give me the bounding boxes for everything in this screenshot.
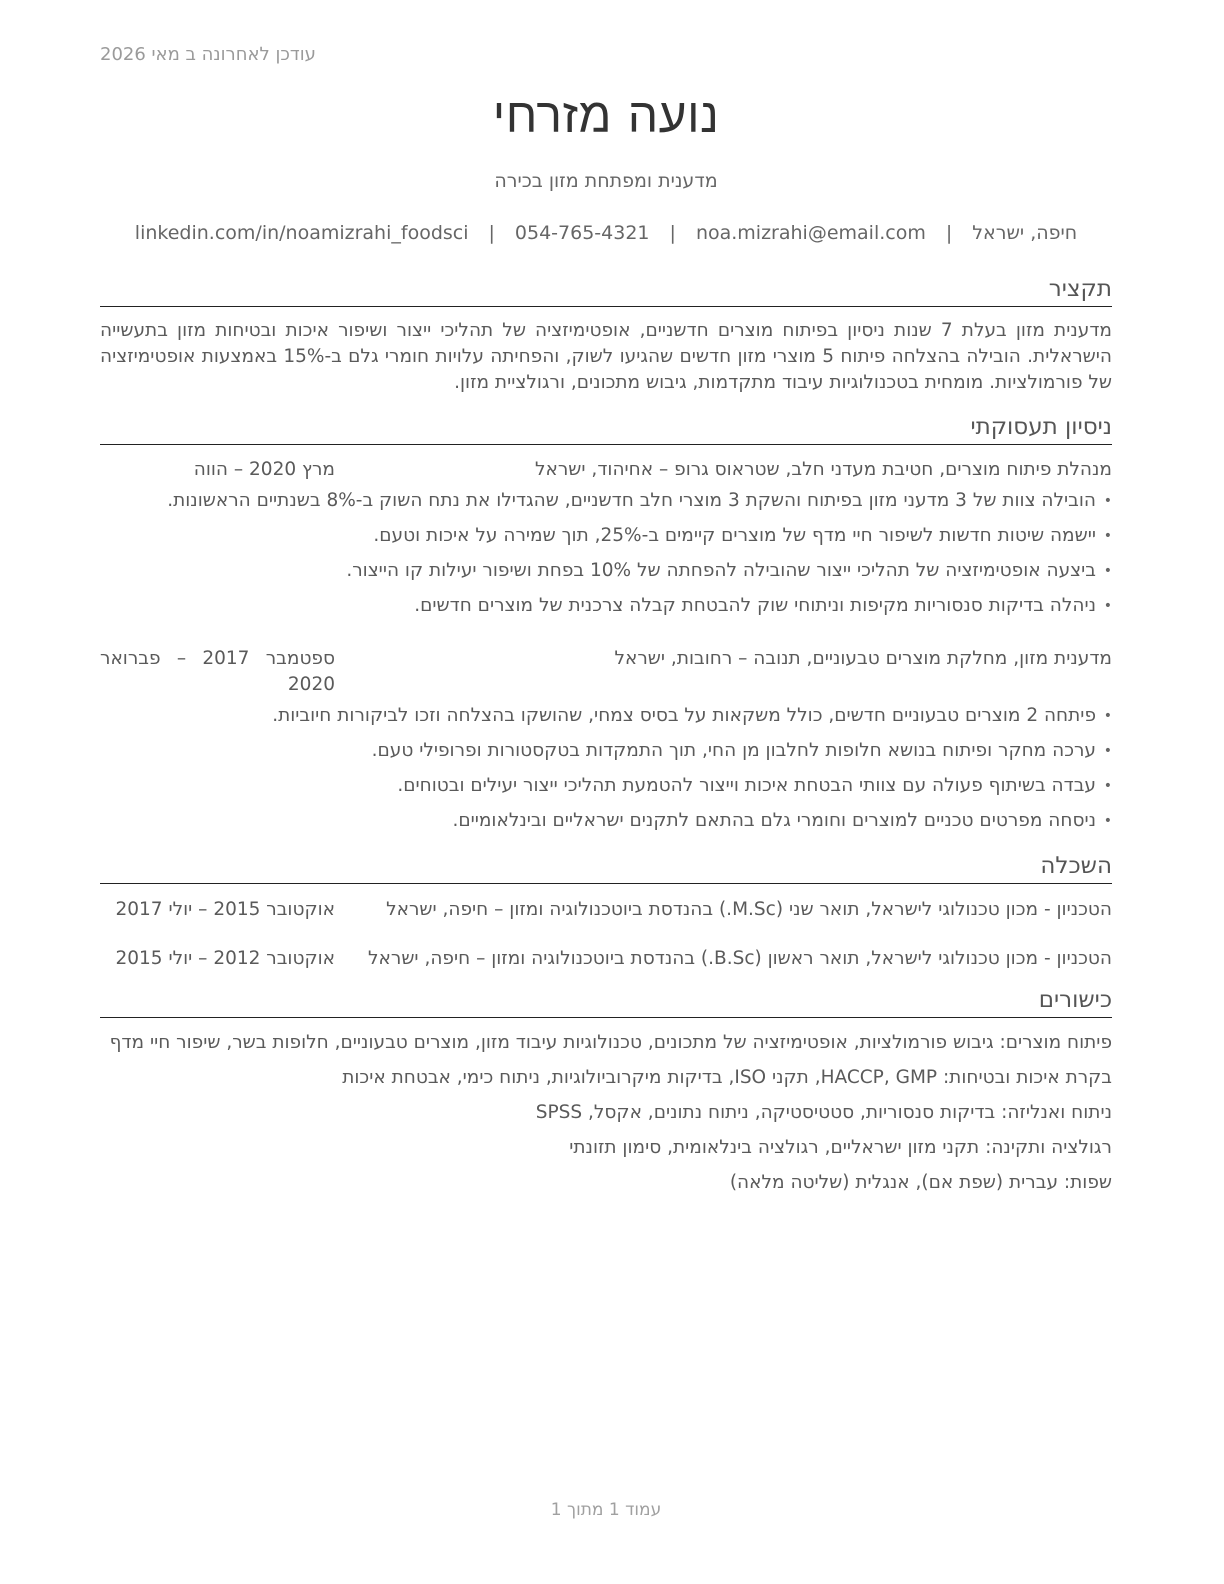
education-heading: השכלה [100, 852, 1112, 884]
contact-email[interactable]: noa.mizrahi@email.com [695, 222, 926, 244]
summary-heading: תקציר [100, 275, 1112, 307]
skills-heading: כישורים [100, 986, 1112, 1018]
skill-row: רגולציה ותקינה: תקני מזון ישראליים, רגולציה בינלאומית, סימון תזונתי [569, 1137, 1112, 1158]
list-item: • ניהלה בדיקות סנסוריות מקיפות וניתוחי שוק להבטחת קבלה צרכנית של מוצרים חדשים. [100, 593, 1112, 628]
education-title: הטכניון - מכון טכנולוגי לישראל, תואר שני (M.Sc.) בהנדסת ביוטכנולוגיה ומזון – חיפה, ישראל [386, 899, 1112, 920]
contact-location: חיפה, ישראל [972, 222, 1078, 244]
list-item: • פיתחה 2 מוצרים טבעוניים חדשים, כולל משקאות על בסיס צמחי, שהושקו בהצלחה וזכו לביקורות חיוביות. [100, 703, 1112, 738]
contact-separator: | [488, 222, 495, 244]
page-footer: עמוד 1 מתוך 1 [550, 1500, 662, 1520]
job-dates: ספטמבר 2017 – פברואר 2020 [100, 648, 335, 695]
job-bullets [100, 703, 1112, 843]
experience-heading: ניסיון תעסוקתי [100, 413, 1112, 445]
summary-text: מדענית מזון בעלת 7 שנות ניסיון בפיתוח מוצרים חדשניים, אופטימיזציה של תהליכי ייצור ושיפור איכות ובטיחות מזון בתעשייה הישראלית. הובילה בהצלחה פיתוח 5 מוצרי מזון חדשים שהגיעו לשוק, והפחיתה עלויות חומרי גלם ב-15% באמצעות אופטימיזציה של פורמולציות. מומחית בטכנולוגיות עיבוד מתקדמות, גיבוש מתכונים, ורגולציית מזון. [100, 320, 1113, 393]
last-updated: עודכן לאחרונה ב מאי 2026 [100, 44, 316, 65]
job-subtitle: מדענית ומפתחת מזון בכירה [494, 170, 718, 192]
list-item: • ערכה מחקר ופיתוח בנושא חלופות לחלבון מן החי, תוך התמקדות בטקסטורות ופרופילי טעם. [100, 738, 1112, 773]
contact-separator: | [945, 222, 953, 244]
list-item: • ביצעה אופטימיזציה של תהליכי ייצור שהובילה להפחתה של 10% בפחת ושיפור יעילות קו הייצור. [100, 558, 1112, 593]
education-dates: אוקטובר 2012 – יולי 2015 [115, 948, 335, 969]
skill-row: שפות: עברית (שפת אם), אנגלית (שליטה מלאה) [729, 1172, 1112, 1193]
job-title: מנהלת פיתוח מוצרים, חטיבת מעדני חלב, שטראוס גרופ – אחיהוד, ישראל [534, 459, 1112, 480]
list-item: • יישמה שיטות חדשות לשיפור חיי מדף של מוצרים קיימים ב-25%, תוך שמירה על איכות וטעם. [100, 523, 1112, 558]
job-title: מדענית מזון, מחלקת מוצרים טבעוניים, תנובה – רחובות, ישראל [614, 648, 1112, 669]
skill-row: בקרת איכות ובטיחות: HACCP, GMP, תקני ISO, בדיקות מיקרוביולוגיות, ניתוח כימי, אבטחת איכות [342, 1067, 1112, 1088]
contact-linkedin[interactable]: linkedin.com/in/noamizrahi_foodsci [134, 222, 469, 244]
skills-list [100, 1030, 1112, 1205]
list-item: • עבדה בשיתוף פעולה עם צוותי הבטחת איכות וייצור להטמעת תהליכי ייצור יעילים ובטוחים. [100, 773, 1112, 808]
skill-row: ניתוח ואנליזה: בדיקות סנסוריות, סטטיסטיקה, ניתוח נתונים, אקסל, SPSS [535, 1102, 1112, 1123]
contact-separator: | [669, 222, 676, 244]
job-dates: מרץ 2020 – הווה [193, 459, 335, 480]
contact-line [100, 222, 1112, 244]
skill-row: פיתוח מוצרים: גיבוש פורמולציות, אופטימיזציה של מתכונים, טכנולוגיות עיבוד מזון, מוצרים טבעוניים, חלופות בשר, שיפור חיי מדף [109, 1032, 1112, 1053]
list-item: • ניסחה מפרטים טכניים למוצרים וחומרי גלם בהתאם לתקנים ישראליים ובינלאומיים. [100, 808, 1112, 843]
education-dates: אוקטובר 2015 – יולי 2017 [115, 899, 335, 920]
resume-page [100, 0, 1112, 1584]
job-bullets [100, 488, 1112, 628]
list-item: • הובילה צוות של 3 מדעני מזון בפיתוח והשקת 3 מוצרי חלב חדשניים, שהגדילו את נתח השוק ב-8% בשנתיים הראשונות. [100, 488, 1112, 523]
candidate-name: נועה מזרחי [492, 88, 720, 144]
education-title: הטכניון - מכון טכנולוגי לישראל, תואר ראשון (B.Sc.) בהנדסת ביוטכנולוגיה ומזון – חיפה, ישראל [368, 948, 1112, 969]
contact-phone[interactable]: 054-765-4321 [514, 222, 650, 244]
